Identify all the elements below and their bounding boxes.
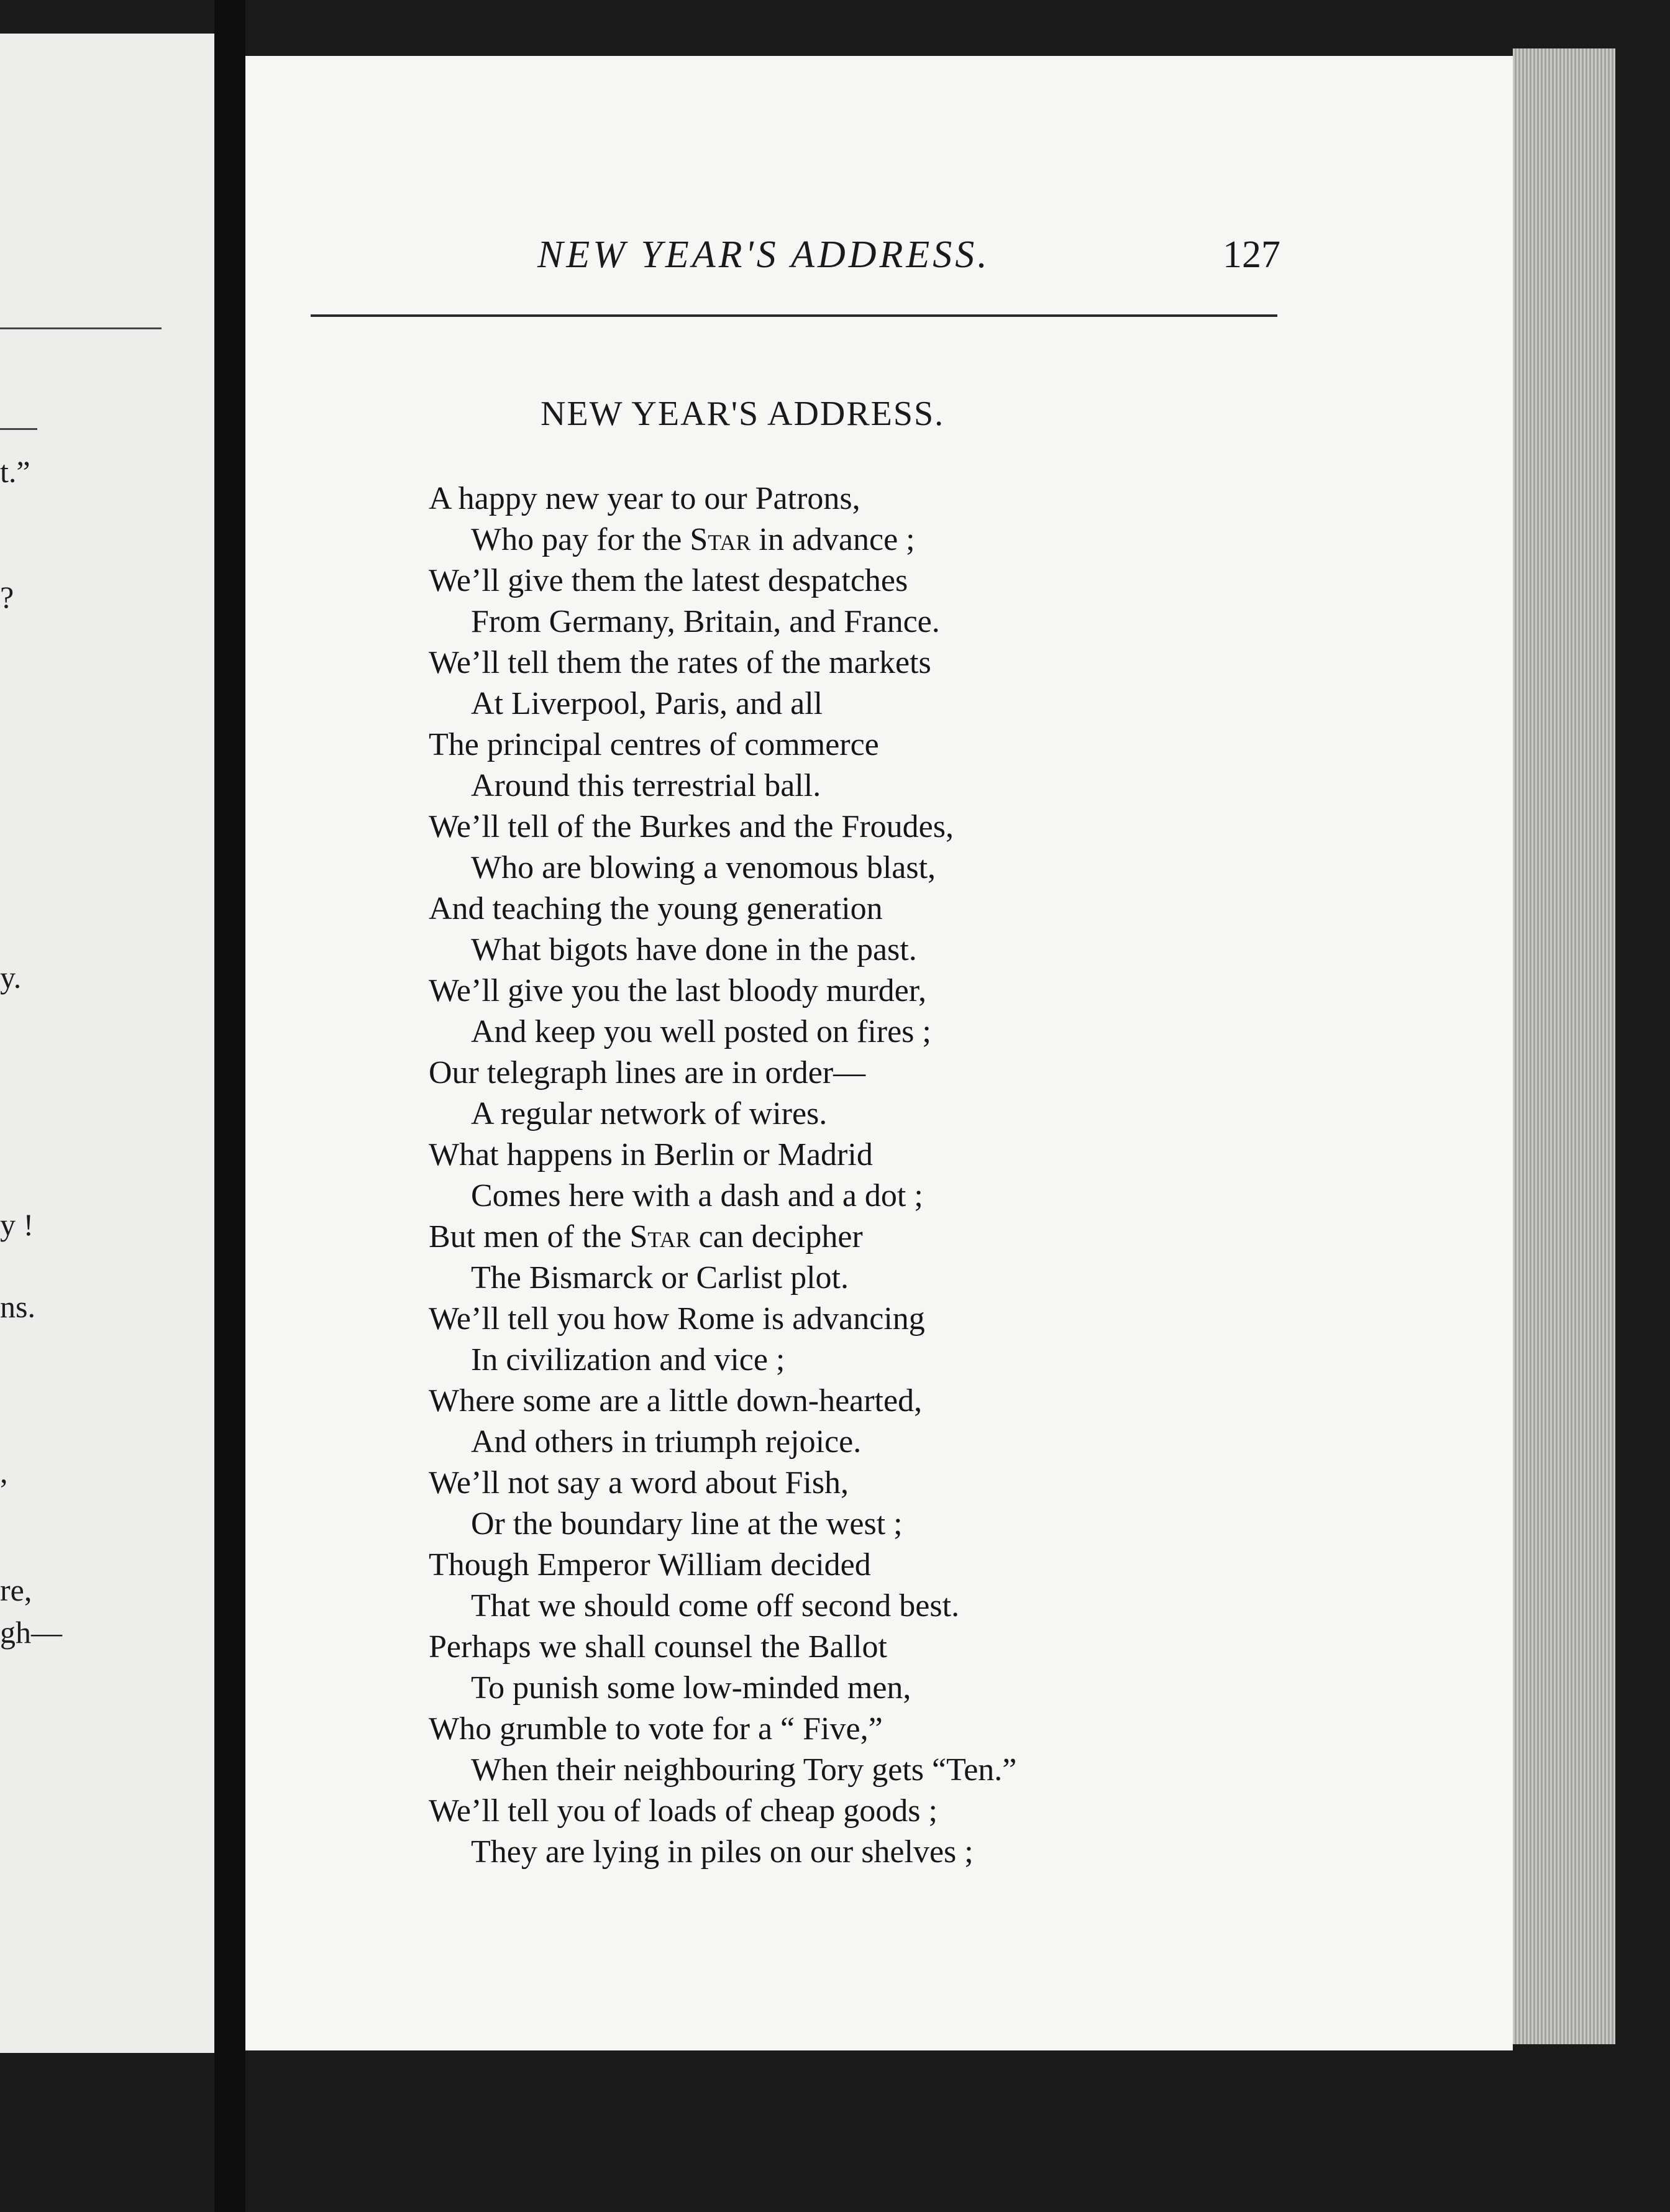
left-page-fragment: re, — [0, 1573, 32, 1607]
left-page-fragment: ? — [0, 580, 14, 615]
poem-line: They are lying in piles on our shelves ; — [471, 1834, 974, 1870]
page-number: 127 — [1223, 234, 1280, 276]
poem-line: And teaching the young generation — [429, 891, 883, 926]
left-page-fragment: y ! — [0, 1207, 34, 1242]
poem-line — [429, 519, 1274, 560]
poem-line: We’ll tell you of loads of cheap goods ; — [429, 1793, 938, 1829]
left-page-fragment: t.” — [0, 454, 30, 489]
running-header-title: NEW YEAR'S ADDRESS. — [537, 234, 990, 276]
poem-line: We’ll tell them the rates of the markets — [429, 645, 931, 680]
poem-line: What happens in Berlin or Madrid — [429, 1137, 873, 1172]
poem-body — [429, 478, 1274, 1873]
left-page-fragment: y. — [0, 960, 22, 995]
poem-line: When their neighbouring Tory gets “Ten.” — [471, 1752, 1017, 1788]
poem-line: Around this terrestrial ball. — [471, 768, 821, 803]
left-page-fragment: gh— — [0, 1615, 62, 1650]
poem-line: We’ll tell of the Burkes and the Froudes, — [429, 809, 954, 844]
left-page-rule — [0, 327, 162, 329]
poem-line: Though Emperor William decided — [429, 1547, 871, 1583]
poem-line-segment: in advance ; — [751, 522, 915, 557]
poem-line: We’ll not say a word about Fish, — [429, 1465, 849, 1501]
poem-line: And others in triumph rejoice. — [471, 1424, 862, 1460]
poem-line: Comes here with a dash and a dot ; — [471, 1178, 923, 1213]
poem-line-segment: can decipher — [690, 1219, 863, 1255]
page-edge — [1513, 48, 1615, 2044]
book-gutter — [214, 0, 245, 2212]
poem-line: What bigots have done in the past. — [471, 932, 917, 967]
poem-title: NEW YEAR'S ADDRESS. — [541, 395, 945, 433]
poem-line: Who are blowing a venomous blast, — [471, 850, 936, 885]
header-rule — [311, 314, 1277, 317]
poem-line-segment: Who pay for the — [471, 522, 690, 557]
poem-line: To punish some low-minded men, — [471, 1670, 911, 1706]
poem-line: We’ll give them the latest despatches — [429, 563, 908, 598]
poem-line: The Bismarck or Carlist plot. — [471, 1260, 849, 1296]
poem-line: In civilization and vice ; — [471, 1342, 785, 1378]
newspaper-name: Star — [629, 1219, 691, 1255]
poem-line: At Liverpool, Paris, and all — [471, 686, 823, 721]
poem-line: Our telegraph lines are in order— — [429, 1055, 866, 1090]
poem-line: A happy new year to our Patrons, — [429, 481, 860, 516]
poem-line: Who grumble to vote for a “ Five,” — [429, 1711, 883, 1747]
newspaper-name: Star — [690, 522, 751, 557]
poem-line-segment: But men of the — [429, 1219, 630, 1255]
poem-line — [429, 1217, 1274, 1258]
poem-line: And keep you well posted on fires ; — [471, 1014, 931, 1049]
poem-line: The principal centres of commerce — [429, 727, 879, 762]
left-page-fragment: , — [0, 1455, 8, 1489]
poem-line: From Germany, Britain, and France. — [471, 604, 940, 639]
left-page-rule — [0, 428, 37, 430]
poem-line: We’ll tell you how Rome is advancing — [429, 1301, 925, 1337]
left-page-fragment: ns. — [0, 1289, 35, 1324]
poem-line: We’ll give you the last bloody murder, — [429, 973, 926, 1008]
poem-line: Where some are a little down-hearted, — [429, 1383, 923, 1419]
left-page — [0, 34, 214, 2053]
poem-line: That we should come off second best. — [471, 1588, 960, 1624]
poem-line: Perhaps we shall counsel the Ballot — [429, 1629, 887, 1665]
poem-line: A regular network of wires. — [471, 1096, 828, 1131]
poem-line: Or the boundary line at the west ; — [471, 1506, 903, 1542]
